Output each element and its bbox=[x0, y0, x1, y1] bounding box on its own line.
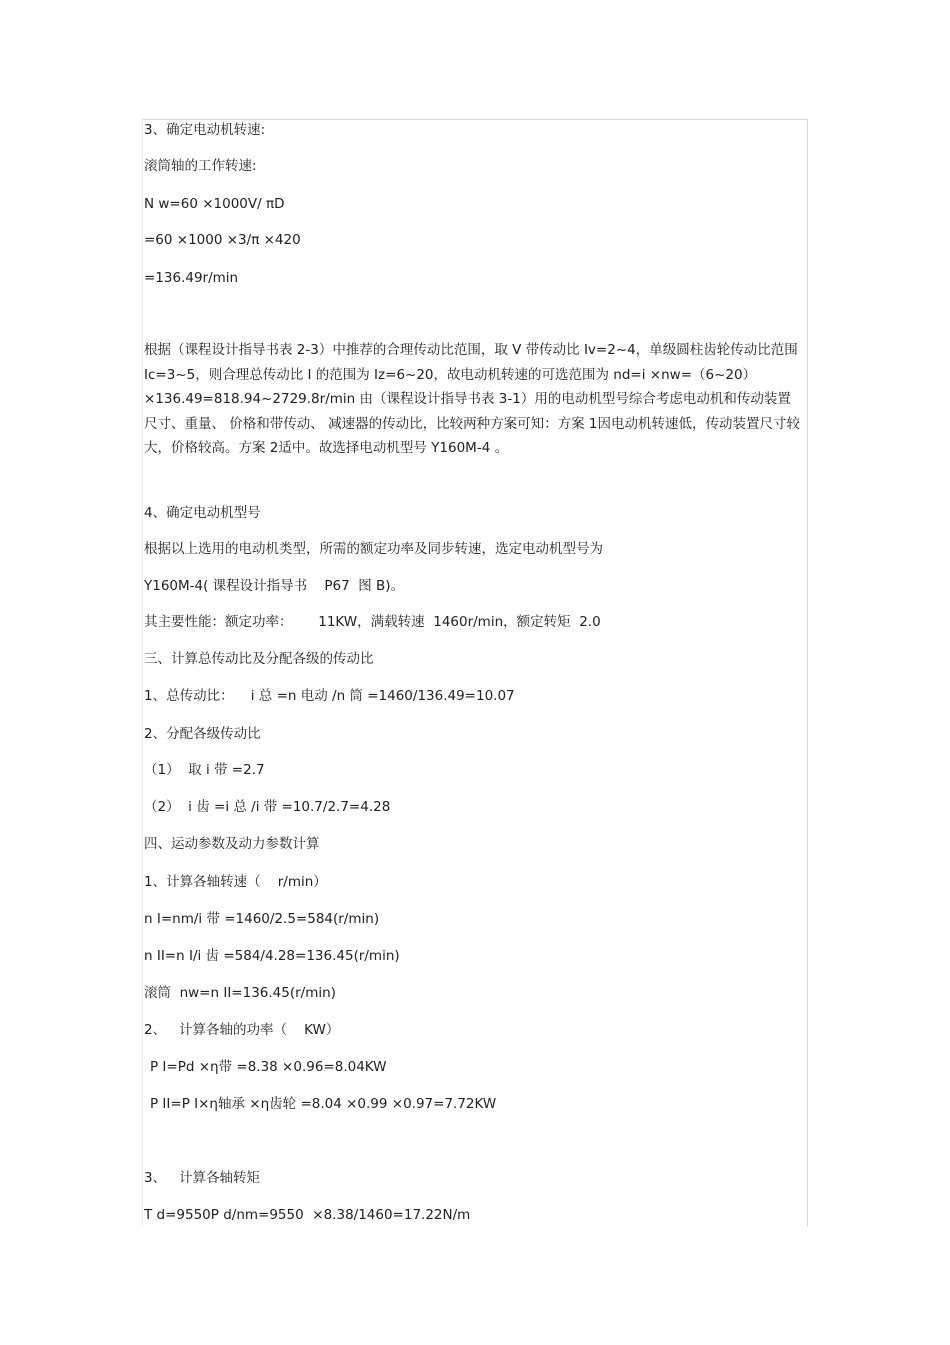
formula-line: N w=60 ×1000V/ πD bbox=[144, 196, 285, 212]
section-heading: 3、确定电动机转速: bbox=[144, 122, 266, 138]
section-heading: 四、运动参数及动力参数计算 bbox=[144, 836, 320, 852]
section-heading: 1、计算各轴转速（ r/min） bbox=[144, 874, 327, 890]
section-heading: 2、 计算各轴的功率（ KW） bbox=[144, 1022, 340, 1038]
formula-line: =136.49r/min bbox=[144, 270, 239, 286]
formula-line: n II=n I/i 齿 =584/4.28=136.45(r/min) bbox=[144, 948, 400, 964]
text-line: 其主要性能：额定功率： 11KW，满载转速 1460r/min，额定转矩 2.0 bbox=[144, 614, 601, 630]
formula-line: 滚筒 nw=n II=136.45(r/min) bbox=[144, 985, 336, 1001]
section-heading: 3、 计算各轴转矩 bbox=[144, 1170, 260, 1186]
section-heading: 三、计算总传动比及分配各级的传动比 bbox=[144, 651, 374, 667]
formula-line: =60 ×1000 ×3/π ×420 bbox=[144, 232, 301, 248]
text-line: 根据以上选用的电动机类型，所需的额定功率及同步转速，选定电动机型号为 bbox=[144, 541, 603, 557]
formula-line: P I=Pd ×η带 =8.38 ×0.96=8.04KW bbox=[150, 1059, 387, 1075]
formula-line: n I=nm/i 带 =1460/2.5=584(r/min) bbox=[144, 911, 380, 927]
paragraph: 根据（课程设计指导书表 2-3）中推荐的合理传动比范围，取 V 带传动比 Iv=2~4，单级圆柱齿轮传动比范围 Ic=3~5，则合理总传动比 I 的范围为 Iz=6~20，故电动机转速的可选范围为 nd=i ×nw=（6~20）×136.49=818.94~2729.8r/min 由（课程设计指导书表 3-1）用的电动机型号综合考虑电动机和传动装置尺寸、重量、 价格和带传动、 减速器的传动比，比较两种方案可知：方案 1因电动机转速低，传动装置尺寸较大，价格较高。方案 2适中。故选择电动机型号 Y160M-4 。 bbox=[144, 342, 800, 456]
formula-line: T d=9550P d/nm=9550 ×8.38/1460=17.22N/m bbox=[144, 1207, 471, 1223]
section-heading: 2、分配各级传动比 bbox=[144, 726, 261, 742]
text-line: Y160M-4( 课程设计指导书 P67 图 B)。 bbox=[144, 578, 405, 594]
text-line: 滚筒轴的工作转速: bbox=[144, 158, 257, 174]
section-heading: 4、确定电动机型号 bbox=[144, 505, 261, 521]
formula-line: （2） i 齿 =i 总 /i 带 =10.7/2.7=4.28 bbox=[144, 799, 391, 815]
formula-line: 1、总传动比： i 总 =n 电动 /n 筒 =1460/136.49=10.07 bbox=[144, 688, 515, 704]
formula-line: （1） 取 i 带 =2.7 bbox=[144, 762, 265, 778]
formula-line: P II=P I×η轴承 ×η齿轮 =8.04 ×0.99 ×0.97=7.72KW bbox=[150, 1096, 497, 1112]
